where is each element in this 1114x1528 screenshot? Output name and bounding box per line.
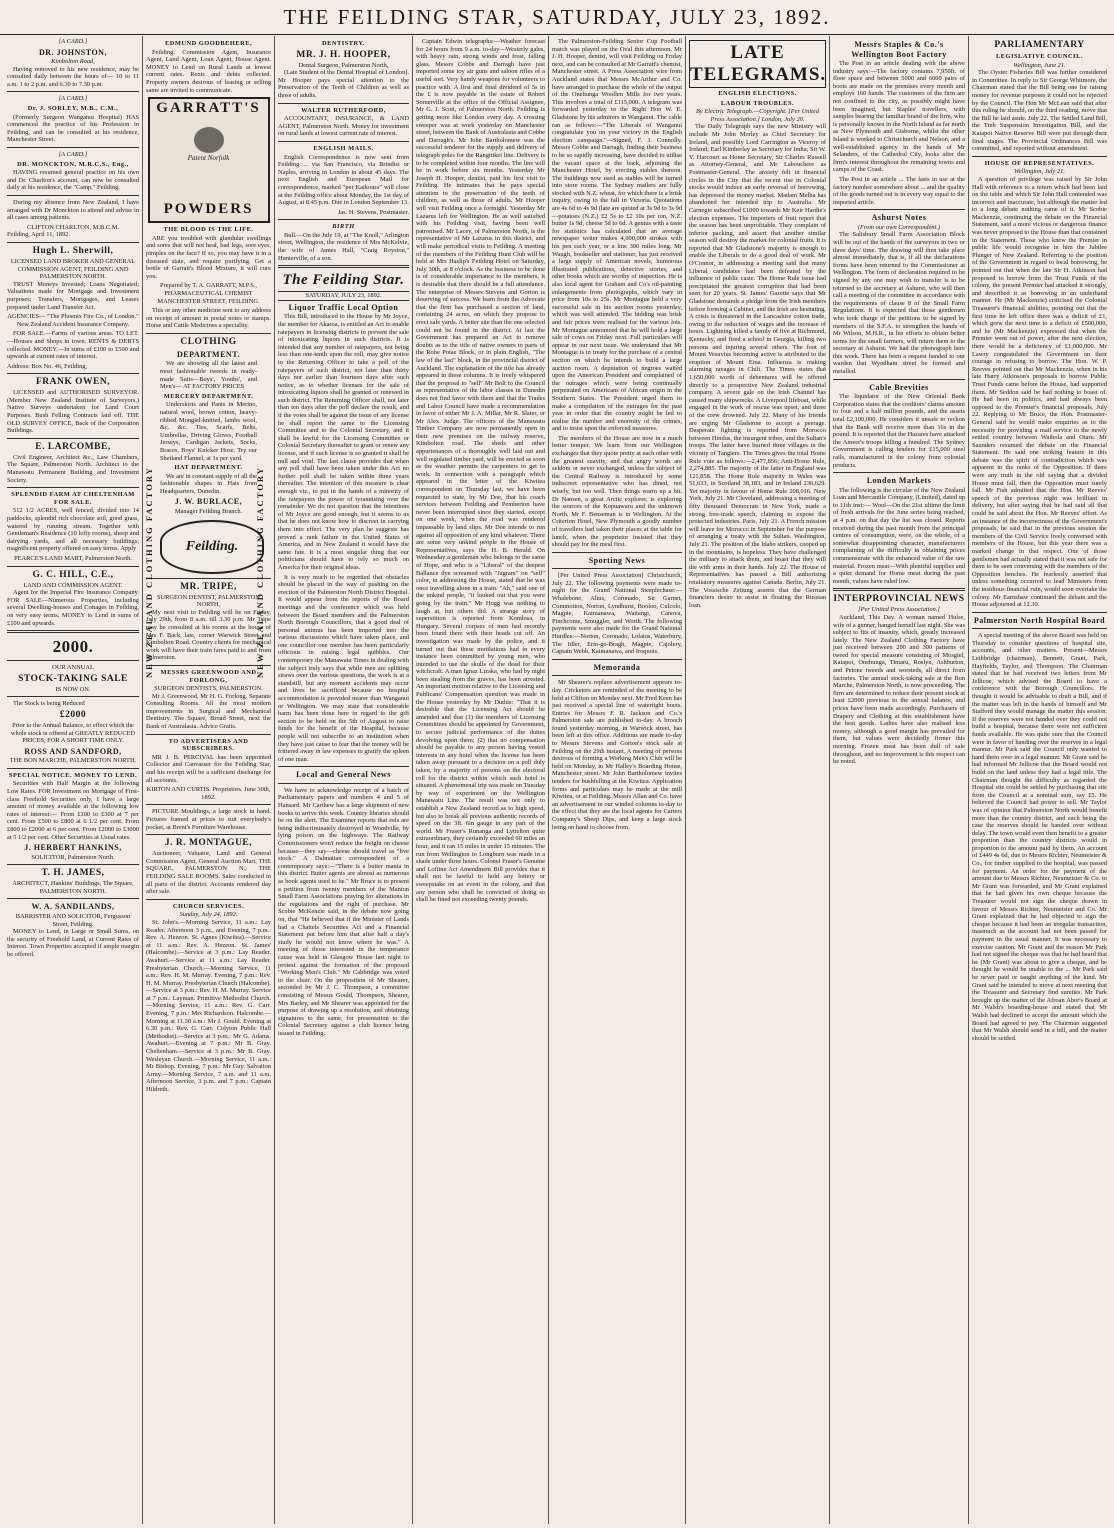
column-1 xyxy=(4,36,143,1524)
hosp-body: A special meeting of the above Board was held on Thursday to consider questions of hospital site, accounts, and other matters. Present—Messrs Lethbridge (chairman), Bennett, Grant, Park, Hayfields, Taylor, and Thompson. The Chairman stated that he had received two letters from Mr Jellicoe, which advised the Board to have a conference with the Borough Councillors. He thought it would be advisable to draft a Bill, and if the matter was left in the hands of himself and Mr Stafford they would manage the matter this session. If the reserves were not handed over they could not build a hospital, because there were not sufficient funds available. He was quite sure that the Council were in favor of handing over the reserves in a legal manner. Mr Park said the Council only wanted to hand them over in a legal manner. Mr Grant said he had informed Mr Jellicoe that the Board would not build on the land unless they had a legal title. The Chairman thought the difficulty as regarded the Hospital site could be settled by purchasing that site from the Council at a nominal sum, say £5. He believed the Council had power to sell. Mr Taylor was of opinion that Palmerston North would benefit more than the country district, and each being the case the reserves should be handed over without delay. The town would even then benefit to a greater proportion than the country districts would in proportion to the amount paid by them. An account of £449 4s 6d, due to Messrs Richter, Neumeister & Co., for timber supplied to the hospital, was passed for payment. An order for the payment of the amount due to Messrs Richter, Neumeister & Co. to Mr Grant was forwarded, and Mr Grant explained that he had given his own cheque because the Treasurer would not sign the cheque drawn in favour of Messrs Richter, Neumeister and Co. Mr Grant explained that he had objected to sign the cheque because it had been an irregular transaction, inasmuch as the account had not been passed for payment in the usual manner. It was necessary to exercise caution. Mr Grant and the reason Mr Park had not signed the cheque was that he had heard that he (Mr Grant) was about to give a cheque, and he thought he would be unable to the ... Mr Park said he never paid or taught anything of the kind. Mr Grant said he intended to move at next meeting that the Treasurer and Secretary find sureties. Mr Park brought up the matter of the Afroan Abor's Board at Mr Walsh's boarding-house and stated that Mr Walsh had declined to accept the amount which the Board had agreed to pay. The Chairman suggested that Mr Walsh should send in a bill, and the matter should be settled. xyxy=(972,632,1107,1042)
mss-body: The Post in an article dealing with the above industry says:—The factory contains 7,950ft. of floor space and between 5000 and 6000 pairs of boots are made on the premises every month and employs 160 hands. The customers of the firm are not confined to the city, as possibly might have been imagined, but Staples' travellers, with samples bearing the familiar brand of the firm, who is personally known in the North Island as far north as New Plymouth and Gisborne, whilst the other Island is worked to Christchurch and Nelson, and a well-established agency in the hands of Mr Selanders, of the Cathedral City, looks after the firm's interest throughout the remaining towns and camps of the Coast. xyxy=(833,60,965,174)
card-tag: [A CARD.] xyxy=(58,95,88,103)
ad-sub: SURGEON DENTIST, PALMERSTON NORTH, xyxy=(156,593,261,609)
ad-sub: Manager Feilding Branch. xyxy=(174,507,243,515)
parl-body: The Oyster Fisheries Bill was further considered in Committee. In reply to Sir George Whitmore, the Chairman stated that the Bill being one for raising money for revenue purposes it could not be rejected by the Council. The Hon Mr McLean said that after this ruling he should, on the third reading, move that the Bill be laid aside. July 22. The Settled Land Bill, the Treb Suspension Investigation Bill, and the Kaiapoi Native Reserve Bill were put through their final stages. The Provincial Ordinances Bill was committed, and reported without amendment. xyxy=(972,69,1107,153)
ad-body: We are showing all the latest and most fashionable tweeds in ready-made Suits—Boys', Youths', and Men's— AT FACTORY PRICES xyxy=(160,360,257,391)
ashurst-body: The Salisbury Small Farm Association Block will be out of the hands of the surveyors in two or three days' time. The drawing will then take place almost immediately, that is, if all the declarations forms have been returned to the Commissioner at Wellington. The form of declaration required to be signed by any one may wish to transfer is to be returned to the secretary at Ashurst, who will then call a meeting of the committee in accordance with the requirements of clause 8 of the Small Farm Regulations. It is expected that those gentlemen who took charge of the petitions to be signed by members of the S.F.A. to strengthen the hands of Mr Wilson, M.H.R., in his efforts to obtain better terms for the small farmers, will return them to the secretary at Ashurst. We had the phonograph here this week. There has been a request handed to our warden that Wyndham street be formed and metalled. xyxy=(833,231,965,376)
ad-title: DR. MONCKTON, M.R.C.S., Eng., xyxy=(17,160,129,168)
ad-body: AGENCIES— "The Phoenix Fire Co., of London." New Zealand Accident Insurance Company. xyxy=(7,313,139,328)
ad-body: Prior to the Annual Balance, to effect which the whole stock is offered at GREATLY REDUCED PRICES, FOR A SHORT TIME ONLY. xyxy=(10,721,136,745)
ad-body: Having removed to his new residence, may be consulted daily between the hours of— 10 to 11 a.m. 1 to 2 p.m. and 6.30 to 7.30 p.m. xyxy=(7,65,139,88)
ad-body: Mr J. Greenwood, Mr H. G. Forlong. Separate Consulting Rooms. All the most modern improvements in Surgical and Mechanical Dentistry. The Square, Broad Street, next the Bank of Australasia. Advice Gratis. xyxy=(146,692,271,731)
sport-title: Sporting News xyxy=(588,555,646,565)
ad-title: T. H. JAMES, xyxy=(41,868,105,879)
church-body: St. John's.—Morning Service, 11 a.m.: Lay Reader. Afternoon 3 p.m., and Evening, 7 p.m.: Rev. A. Hezeon. St. Agnes (Kiwitea).—Service at 11 a.m.: Rev. A. Hezeon. St. James' (Halcombe).—Service at 3 p.m.: Lay Reader. Awahuri.—Service at 11 a.m.: Lay Reader. Presbyterian Church.—Morning Service, 11 a.m.: Rev. H. M. Murray. Evening, 7 p.m.: Rev. H. M. Murray. Presbyterian Church (Halcombe).—Service at 3 p.m.: Rev. H. M. Murray. Service at 7 p.m.: Layman. Primitive Methodist Church.—Morning Service, 11 a.m.: Rev. G. Carr. Evening, 7 p.m.: Mrs Richardson. Halcombe.—Morning at 11.30 a.m.: Mr J. Gould. Evening at 6.30 p.m.: Rev. G. Carr. Colyton Public Hall (Methodist).—Service at 3 p.m.: Mr G. Adams. Awahuri.—Evening at 7 p.m.: Mr B. Gray. Cheltenham.—Service at 3 p.m.: Mr B. Gray. Wesleyan Church.—Morning Service, 11 a.m.: Mr Bishop. Evening, 7 p.m.: Mr Guy. Salvation Army.—Morning Service, 7 a.m. and 11 a.m. Afternoon Service, 3 p.m. and 7 p.m.: Captain Hildreth. xyxy=(146,918,271,1093)
inter-body: Auckland, This Day. A woman named Hulse, wife of a gunner, hanged herself last night. She was subject to fits of insanity, which, greatly increased lately. The New Zealand Clothing Factory have just received between 200 and 300 patterns of tweed for special measure consisting of Mosgiel, Kaiapoi, Onehunga, Timaru, Roslyn, Ashburton, and Petone tweeds and worsteds, all direct from factories. The annual stock-taking sale at the Bon Marche, Palmerston North, is now proceeding. The firm are determined to reduce their present stock at least £2000 previous to the annual balance, and prices have been made accordingly. Purchasers of Drapery and Clothing at this establishment have the best goods. Ladies have also realised less money, although a good margin has prevailed for them, but values were decidedly firmer this morning. Frozen meat has been dull of sale throughout, and no improvement is this respect can be noted. xyxy=(833,613,965,766)
columns xyxy=(4,36,1110,1526)
ad-sign: CLIFTON CHARLTON, M.B.C.M. xyxy=(26,223,120,231)
parl-title: PARLIAMENTARY xyxy=(994,40,1085,50)
ad-body: PICTURE Mouldings, a large stock in hand. Pictures framed at prices to suit everybody's pocket, at Brent's Furniture Warehouse. xyxy=(146,808,271,831)
paper-date: SATURDAY, JULY 23, 1892. xyxy=(278,291,409,301)
ad-amount: £2000 xyxy=(59,709,87,720)
ad-body: MONEY to Lend, in Large or Small Sums, on the security of Freehold Land, at Current Rates of Interest. Town Properties accepted if ample margin be offered. xyxy=(7,928,139,958)
ad-title: J. R. MONTAGUE, xyxy=(164,838,253,849)
vertical-label-left: NEW ZEALAND CLOTHING FACTORY xyxy=(144,465,154,678)
parl-date: Wellington, June 21. xyxy=(1013,61,1066,69)
ad-title: Hugh L. Sherwill, xyxy=(32,245,114,256)
column-7 xyxy=(830,36,969,1524)
ad-date: Feilding, April 11, 1892. xyxy=(7,231,70,239)
ad-body: Auctioneer, Valuator, Land and General Commission Agent, General Auction Mart, THE SQUARE, PALMERSTON N., THE FEILDING SALE ROOMS. Sales conducted in all parts of the district. Accounts rendered day after sale. xyxy=(146,850,271,896)
memo-body: Mr Shearer's replace advertisement appears to-day. Cricketers are reminded of the meeting to be held at Clifton on Monday next. Mr Fred Keen has just received a special line of watertight boots. Entries for Messrs F. R. Jackson and Co.'s Palmerston sale are published to-day. A brooch found yesterday morning, in Warwick street, has been left at this office. Additions are made to-day to Messrs Stevens and Gorton's stock sale at Feilding on the 29th instant. A meeting of persons desirous of forming a Working Men's Club will be held on Monday, in Mr Halley's Boarding House, Manchester street. Mr John Bartholomew invites tenders for bushfelling at the Kiwitea. Application forms and particulars may be made at the mill Kiwitea, or at Feilding. Messrs Allan and Co. have an advertisement in our winded columns to-day to the effect that they are the local agents for Carters Company's Sheep Dips, and keep a large stock being on hand to choose from. xyxy=(552,679,682,831)
ad-sign: KIRTON AND CURTIS. Proprietors. June 30th, 1892. xyxy=(146,786,271,801)
poster-top: GARRATT'S xyxy=(156,100,261,117)
ad-body: 512 1/2 ACRES, well fenced, divided into 14 paddocks, splendid rich chocolate soil, good grass, watered by running stream. Together with Gentleman's Residence (10 lofty rooms), sheep and dairying yards, and all necessary buildings; magnificent property offered on easy terms. Apply xyxy=(7,507,139,553)
labour-title: LABOUR TROUBLES. xyxy=(720,99,795,107)
ad-sub: THE BON MARCHE, PALMERSTON NORTH. xyxy=(9,757,137,765)
ad-body: TRUST Moneys Invested; Loans Negotiated; Valuations made for Mortgage and Investment purposes; Transfers, Mortgages, and Leases prepared under Land Transfer Act. xyxy=(7,280,139,311)
card-tag: [A CARD.] xyxy=(58,151,88,159)
paper-name: The Feilding Star. xyxy=(282,272,405,289)
big-number: 2000. xyxy=(52,637,94,657)
mail-sign: Jas. H. Stevens, Postmaster. xyxy=(337,208,409,216)
ad-sub: LAND AND COMMISSION AGENT. xyxy=(23,581,123,589)
ad-sub: Dental Surgeon, Palmerston North, xyxy=(298,61,389,69)
dept-title: CLOTHING xyxy=(180,336,237,347)
ad-body: MR J. B. PERCIVAL has been appointed Collector and Canvasser for the Feilding Star, and his receipt will be a sufficient discharge for all accounts. xyxy=(146,753,271,784)
ad-title: WALTER RUTHERFORD, xyxy=(301,106,386,114)
feilding-banner: Feilding. xyxy=(160,520,264,574)
vertical-label-right: NEW ZEALAND CLOTHING FACTORY xyxy=(255,465,265,678)
ad-body: Civil Engineer, Architect &c., Law Chambers, The Square, Palmerston North. Architect to the Manawatu Permanent Building and Investment Society. xyxy=(7,453,139,484)
inter-title: INTERPROVINCIAL NEWS xyxy=(833,594,965,605)
ad-sign: ROSS AND SANDFORD, xyxy=(24,746,122,756)
ad-body: ARE you troubled with glandular swellings and sores that will not heal, bad legs, sore eyes, pimples on the face? If so, you may have it in a diseased state, and require purifying. Get a bottle of Garratt's Blood Mixture, it will cure you. xyxy=(146,234,271,280)
house-date: Wellington, July 21. xyxy=(1014,168,1065,176)
poster-bottom: POWDERS xyxy=(163,200,254,217)
column-5 xyxy=(549,36,686,1524)
cable-title: Cable Brevities xyxy=(869,382,929,392)
hosp-title: Palmerston North Hospital Board xyxy=(973,615,1106,625)
lead-body: It is very much to be regretted that obstacles should be placed in the way of pushing on the erection of the Palmerston North District Hospital. It would appear from the reports of the Board meetings and the conference which was held between the Board members and the Palmerston North Borough Councillors, that a good deal of personal animus has been imported into the various discussions which have taken place, and one councillor one member has been particularly officious in raising legal quibbles. Our contemporary the Manawatu Times in dealing with the subject truly says that while men are splitting straws over the various questions, the work is at a standstill, but any moment accidents may occur and lives be sacrificed because no hospital accommodation is provided nearer than Wanganui or Wellington. We may state that considerable harm has been done here in regard to the gift section to be held on the 5th of August to raise funds for the benefit of the Hospital, because people will not subscribe to an institution when they have just cause to fear that the money will be frittered away in law expenses to gratify the spleen of one man. xyxy=(278,573,409,763)
birth-body: Bull.—On the July 19, at "The Knoll," Arlington street, Wellington, the residence of Mrs McKelvie, the wife of James Hall, "Craig Royston," Hunterville, of a son. xyxy=(278,231,409,262)
birth-title: BIRTH xyxy=(332,223,355,231)
lead-title: Liquor Traffic Local Option xyxy=(288,302,399,312)
telegrams-title: LATE TELEGRAMS. xyxy=(689,40,826,88)
column-2 xyxy=(143,36,275,1524)
dept-title: HAT DEPARTMENT. xyxy=(174,464,243,472)
ad-body: HAVING resumed general practice on his own and Dr. Charlton's account, can now be consulted daily at his residence, the "Camp," Feilding. xyxy=(7,169,139,192)
portrait-icon xyxy=(194,127,224,153)
column-4 xyxy=(413,36,549,1524)
ad-heading: DENTISTRY. xyxy=(321,40,366,47)
london-title: London Markets xyxy=(866,476,932,486)
ad-caption: THE BLOOD IS THE LIFE. xyxy=(163,226,254,234)
dept-title: DEPARTMENT. xyxy=(177,349,240,359)
ad-title: STOCK-TAKING SALE xyxy=(18,673,128,684)
card-tag: [A CARD.] xyxy=(58,38,88,45)
lead-body: This Bill, introduced to the House by Mr Joyce, the member for Akaroa, is entitled an Act to enable ratepayers in licensing districts to prevent the sale of intoxicating liquors in such districts. It is intended that any number of ratepayers, not being less than one-tenth upon the roll, may give notice to the Returning Officer to take a poll of the ratepayers of such district, not later than thirty days nor earlier than fourteen days after such notice, as to whether licenses for the sale of intoxicating liquors shall be granted or renewed in such district. The Returning Officer shall, not later than ten days after the poll declare the result, and if the votes shall be against the issue of any license he shall report the same to the Licensing Committee and to the Colonial Secretary, and it shall be lawful for the Licensing Committee or Colonial Secretary thereafter to grant or renew any license, and if such license is so granted it shall be null and void. The last clause provides that when any poll shall have been taken under this Act no further poll shall be taken within three years thereafter. The intention of this measure is clear enough viz., to put in the hands of a minority of the ratepayers the power of tyrannising over the remainder. We do not question that the intentions of Mr Joyce are good enough, but it seems to us that he does not know how to discreet in carrying them into effect. The very plan he suggests has proved a rank failure in the United States of America, and in New Zealand it would have the same fate. It is a most singular thing that our politicians should have to rely so much on America for their original ideas. xyxy=(278,313,409,571)
ad-title: SPLENDID FARM AT CHELTENHAM FOR SALE. xyxy=(11,491,135,506)
column-3 xyxy=(275,36,413,1524)
mail-title: ENGLISH MAILS. xyxy=(313,144,374,152)
poster-mid: Patent Norfolk xyxy=(187,154,230,163)
news-body: The Palmerston-Feilding Senior Cup Football match was played on the Oval this afternoon. Mr J. H. Hooper, dentist, will visit Feilding on Friday next, and can be consulted at Mr Garratt's chemist, Manchester street. A Press Association wire from Auckland states that Messrs McArthur and Co. have arranged to purchase the whole of the output of the Onehunga Woollen Mills for two years. This involves a total of £115,000. A telegram was forwarded yesterday to the Right Hon W. E. Gladstone by his admirers in Wanganui. The cable ran as follows:—"The Liberals of Wanganui congratulate you on your victory in the English election campaign."—Signed, F. J. Connolly. Messrs Cobbe and Darragh, finding their business to be so rapidly increasing, have decided to utilise the vacant space at the back, adjoining the Manchester Hotel, by erecting stables thereon. The buildings now used as stables will be turned into store rooms. The Sydney mailers are fully stocked with N.Z. wheat, for which there is a brisk inquiry, owing to the fall in Victoria. Quotations are 4s 6d to 4s 9d (late are quoted at 3s 9d to 3s 9d—potatoes (N.Z.) £2 5s to £2 10s per ton, N.Z. butter 1s 9d, cheese 5d to 6d. A genius with a taste for statistics has calculated that an average newspaper writer makes 4,000,000 strokes with his pen each year, or a line 300 miles long. Mr Waugh, bookseller and stationer, has just received a large supply of American novels, humorous illustrated publications, detective stories, and other books which are worthy of inspection. He is also local agent for Graham and Co's oil-painting enlargements from photographs, which vary in price from 10s to 25s. Mr Montague held a very successful sale in his auction rooms yesterday, which was well attended. The bidding was brisk and fair prices were realised for the various lots. Mr Montague announced that he will hold a large sale of cows on Friday next. Full particulars will appear in our next issue. We understand that Mr Montague is in treaty for the purchase of a central section on which he intends to build a large auction room. A deputation of negroes waited upon the American President and complained of the outrages which were being continually perpetrated on Americans of African origin in the Southern States. The President urged them to make a compilation of the outrages for the past year in order that the country might be led to realise the number and enormity of the crimes, and to insist upon the enforced measures. xyxy=(552,38,682,433)
house-title: HOUSE OF REPRESENTATIVES. xyxy=(984,159,1095,167)
church-title: CHURCH SERVICES. xyxy=(172,902,245,910)
mss-body: The Post in an article ... The lasts in use at the factory number somewhere about ... and the quality of the goods turned out is in every way equal to the imported article. xyxy=(833,175,965,206)
column-6 xyxy=(686,36,830,1524)
sport-body: [Per United Press Association] Christchurch, July 22. The following payments were made to-night for the Grand National Steeplechase:—Whalebone, Altus, Coronado, Sir Garnet, Commotion, Norton, Lyndhurst, Booloo, Culcolo, Magpie, Kaimanawa, Waitangi, Canova, Pinchcome, Smuggler, and Worth. The following payments were also made for the Grand National Hurdles:—Norton, Coronado, Lolaius, Waterbury, The Idler, Erin-go-Bragh, Magpie, Cajolery, Captain Webb, Kaimanawa, and Iroquois. xyxy=(552,572,682,656)
english-title: ENGLISH ELECTIONS. xyxy=(718,90,797,97)
ad-body: ARCHITECT, Hankins' Buildings, The Square, PALMERSTON NORTH. xyxy=(12,880,134,895)
local-body: We have to acknowledge receipt of a batch of Parliamentary papers and numbers 4 and 5 of Hansard. Mr Carthew has a large shipment of new books to arrive this week. Country libraries should be on the alert. The Examiner reports that eels are being indiscriminately destroyed in Woodville, by lying poison on the highways. The Railway Commissioners won't reduce the freight on cheese because—they say—cheese should travel as "live stock." A Dalmatian correspondent of a contemporary says:—"There is a butter mania in this district. Butter agents are almost as numerous as book agents used to be." Mr Bruce is to present a petition from twenty members of the Manton Small Farm Associations praying for alterations in the regulations and the right of purchase. Mr Scobie McKenzie said, in the debate now going on, that "He believed that if the Minister of Lands had a Chattels Securities Act and a Financial Statement put before him that after half a day's study he would not know where he was." A meeting of those interested in the temperance cause was held in Glasgow House last night to protest against the formation of the proposed "Working Men's Club." Mr Cabbridge was voted to the chair. On the proposition of Mr Shearer, seconded by Mr J. C. Thompson, a committee consisting of Messrs Gould, Thompson, Shearer, Mrs Barley, and Mr Shearer was appointed for the purpose of drawing up a resolution, and obtaining signatures to the same, for presentation to the Colonial Secretary against a club licence being issued in Feilding. xyxy=(278,786,409,1037)
ad-title: TO ADVERTISERS AND SUBSCRIBERS. xyxy=(168,737,249,753)
ad-body: FOR SALE.—Farms of various areas. TO LET.—Houses and Shops in town. RENTS & DEBTS collected. MONEY.—In sums of £100 to £500 and upwards at current rates of interest. xyxy=(7,330,139,361)
ad-title: SPECIAL NOTICE. MONEY TO LEND. xyxy=(8,771,138,779)
ad-title: EDMUND GOODBEHERE, xyxy=(164,40,253,47)
ad-title: MR. J. H. HOOPER, xyxy=(296,49,391,60)
ad-title: FRANK OWEN, xyxy=(35,377,111,388)
ad-sign: J. HERBERT HANKINS, xyxy=(24,843,122,853)
ad-title: E. LARCOMBE, xyxy=(35,441,111,452)
ad-body: During my absence from New Zealand, I have arranged with Dr Monckton to attend and advise in all cases among patients. xyxy=(7,199,139,222)
mail-body: English Correspondence is now sent from Feilding ... via San Francisco, via Brindisi or Naples, arriving in London in about 45 days. The next English and European Mail for correspondence, marked "per Kaikoura" will close at the Feilding office about Monday, the 1st day of August, at 8.45 p.m. Due in London September 13. xyxy=(278,153,409,207)
ashurst-title: Ashurst Notes xyxy=(871,213,927,223)
ad-sub: LICENSED LAND BROKER AND GENERAL COMMISSION AGENT, FEILDING AND PALMERSTON NORTH. xyxy=(10,257,136,281)
ad-address: Address: Box No. 46, Feilding, xyxy=(7,362,88,370)
london-body: The following is the circular of the New Zealand Loan and Mercantile Company, (Limited), dated up to 11th inst:— Wool—On the 21st ultimo the limit of fresh arrivals for the June series being reached, at 4 p.m. on that day the list was closed. Reports received during the past month from the principal centres of consumption, were, on the whole, of a somewhat disappointing character, manufacturers complaining of the difficulty in obtaining prices commensurate with the enhanced value of the raw material. Frozen meat—With plentiful supplies and a quiet demand for Home meat during the past month, values have ruled low. xyxy=(833,486,965,585)
ad-body: Underskirts and Pants in Merino, natural wool, brown cotton, heavy-ribbed Mongiel-knitted, lambs wool, &c. &c. Ties, Scarfs, Belts, Umbrellas, Driving Gloves, Football Jerseys, Cardigan Jackets, Socks, Braces, Boys' Knicker Hose. Try our Shetland Flannel, at 1s per yard. xyxy=(160,401,257,462)
tel-body: The Daily Telegraph says the new Ministry will include Mr John Morley as Chief Secretary for Ireland, and possibly Lord Carrington as Viceroy of Ireland; Earl Kimberley as Secretary for India; Sir W. V. Harcourt as Home Secretary, Sir Charles Russell as Attorney-General, and Mr Labouchere as Postmaster-General. The anxiety felt in financial circles in the City that the recent rise in Colonial stocks would induce an early reversal of borrowing, has depressed the money market. Madam Melba has abandoned her intended trip to Australia. Mr Carnegie subscribed £1000 towards Mr Keir Hardie's election expenses. The importers of fruit report that the season has been unprofitable. They complain of inferior packing, and assert that another similar season will destroy the market for colonial fruits. It is reported that Mr Gladstone's majority is enough to enable the Liberals to do a good deal of work. Mr O'Connor, in addressing a meeting said that many Liberal candidates had been defeated by the influence of public caste. The Home Rule issue had precipitated the greatest corruption that had been seen for 20 years. St. James' Gazette says that Mr Gladstone demands a pledge from the Irish members before forming a Cabinet, and the Irish are hesitating. A crisis is threatened in the Lancashire cotton trade, owing to the reduction of wages and the increase of hours. Lightning killed a family of five at Richmond, Kentucky, and fired a school in Georgia, killing two persons and injuring several others. The foot of Mount Vesuvius becoming active is attributed to the eruption of Mount Etna. Influenza is making alarming ravages in Chili. The Times states that 1,650,000 worth of debentures will be offered directly to a prospective New Zealand industrial company. A severe gale on the Irish Channel has caused many shipwrecks. A Liverpool lifeboat, while engaged in the work of rescue was upset, and three of the crew drowned. July 22. Many of his friends are urging Mr Gladstone to accept a peerage. Desperate fighting is reported from Morocco between Hindus, the insurgent tribes, and the Sultan's troops. The latter have burned three villages in the vicinity of Tangiers. The Times gives the total Home Rule vote as follows:—2,477,856; Anti-Home Rule, 2,274,885. The majority of the latter in England was 121,858. The Home Rule majority in Wales was 51,633, in Scotland 38,183, and in Ireland 236,629. Yet majority in favour of Home Rule 208,016. New York, July 21. Mr Cleveland, addressing a meeting of fifty thousand Democrats in New York, made a strong free-trade speech, claiming to expose the protected industries. Paris, July 21. A French mission will leave for Morocco in September for the purpose of arranging a treaty with the Sultan. Washington, July 21. The position of the Idaho strikers, cooped up in the mountains, is hopeless. They have challenged the military to attack them, and boast that they will die with arms in their hands. July 22. The House of Representatives has passed a Bill authorising retaliatory measures against Canada. Berlin, July 21. The Vossische Zeitung asserts that the German financiers desire to assist in floating the Russian loan. xyxy=(689,123,827,609)
leg-title: LEGISLATIVE COUNCIL. xyxy=(996,53,1083,60)
dept-title: MERCERY DEPARTMENT. xyxy=(163,392,254,400)
ad-body: My next visit to Feilding will be on Friday, July 29th, from 8 a.m. till 3.30 p.m. Mr Tripe may be consulted at his rooms at the house of Mrs F. Back, late, corner Warwick Street and Kimbolton Road. Country clients for mechanical work will have their train fares paid to and from Palmerston. xyxy=(146,608,271,662)
ad-sign: PEARCE'S LAND MART, Palmerston North. xyxy=(14,554,132,562)
local-title: Local and General News xyxy=(296,770,391,780)
garratts-powders-poster xyxy=(148,97,270,223)
ad-sub: IS NOW ON. xyxy=(55,685,91,693)
memo-title: Memoranda xyxy=(593,662,641,672)
ad-sub: BARRISTER AND SOLICITOR, Fergusson Street, Feilding. xyxy=(15,912,131,928)
mss-title: Messrs Staples & Co.'s Wellington Boot Factory xyxy=(851,40,947,59)
house-body: A question of privilege was raised by Sir John Hall with reference to a return which had been laid on the table and which Sir John Hall contended was incorrect and inaccurate, but although the matter led to a long debate nothing came of it. Mr Scobie Mackenzie, continuing the debate on the Financial Statement, said a more vicious or dangerous finance was never proposed to the House than that contained in the Statement. Those who knew the Premier in public life would recognise in him the Jubilee Plunger of New Zealand. Referring to the position of the Government in regard to local borrowing, he pointed out that when the late Sir H. Atkinson had proposed to borrow from the Trust Funds of the colony, the present Premier had attacked it strongly, and described it as borrowing in an underhand manner. He (Mr Mackenzie) criticised the Colonial Treasurer's financial abilities, pointing out that the first time he left office there was a deficit of £1, which grew the next time to a deficit of £500,000, and he (Mr Mackenzie) expressed that when the Premier went out of power, after the next election, there would be a deficiency of £1,000,000. Mr Lawry congratulated the Government on their courage in refusing to borrow. The Hon. W. P. Reeves pointed out that Mr Mackenzie, when in his late Harry Atkinson's proposals to borrow Public Trust Funds came before the House, had supported them. Mr Seddon said he had nothing to boast of. He had been in politics, and had always been opposed to the Premier's financial proposals. July 22. Replying to Mr Bruce, the Hon. Postmaster-General said he would make enquiries as to the necessity for providing a mail service to the newly settled country between Waihola and Otaru. Mr Saunders resumed the debate on the Financial Statement. He said one striking feature in this debate was the spirit of contradiction which was apparent in the ranks of the Opposition. If there were any truth in the old saying that a divided House must fall, then the Opposition must surely fall. Mr Fish admitted that the Hon. Mr Reeves' speech of the previous night was brilliant in delivery, but after saying that he had said all that could be said about the Hon. Mr Reeves' effort. As an instance of the incorrectness of the Government's proposals, he said that in the previous session the members of the Civil Service freely conversed with members of the House, but this year there was a marked change in that respect. One of those gentlemen had actually stated that it was not safe for them to be seen conversing with the members of the Opposition benches. He fearlessly asserted that unless something occurred to lead Ministers from the insidious financial ruin, would soon overtake the colony. Mr Earnshaw continued the debate and the House adjourned at 12.30. xyxy=(972,175,1107,609)
ad-body: ACCOUNTANT, INSURANCE, & LAND AGENT, Palmerston North. Money for investment on rural lands at lowest current rate of interest. xyxy=(278,115,409,138)
ad-sub: Kimbolton Road, xyxy=(51,58,95,66)
ad-body: LICENSED and AUTHORISED SURVEYOR. (Member New Zealand Institute of Surveyors.) Native Surveys undertaken for Land Court Purposes. Bush Felling Contracts laid off. THE OLD SURVEY OFFICE, Back of the Corporation Buildings. xyxy=(7,389,139,435)
ad-body: (Formerly Surgeon Wanganui Hospital) HAS commenced the practice of his Profession in Feilding, and can be consulted at his residence, Manchester Street. xyxy=(7,113,139,144)
ad-sub: SOLICITOR, Palmerston North. xyxy=(31,853,115,861)
ad-title: MESSRS GREENWOOD AND FORLONG, xyxy=(160,668,257,684)
ad-title: MR. TRIPE, xyxy=(180,581,237,592)
tel-intro: By Electric Telegraph.—Copyright. [Per United Press Association.] London, July 20. xyxy=(696,108,819,123)
ad-body: Feilding. Commission Agent, Insurance Agent, Land Agent, Loan Agent, House Agent. MONEY to Lend on Rural Lands at lowest current rates. Rents and debts collected. Property owners desirous of leasing or selling same are invited to communicate. xyxy=(146,48,271,94)
ad-sign: J. W. BURLACE, xyxy=(174,497,243,507)
ashurst-sub: (From our own Correspondent.) xyxy=(857,223,941,231)
ad-body: Securities with Half Margin at the following Low Rates. FOR Investment on Mortgage of First-class Freehold Securities only, I have a large amount of money available at the following low rates of interest:— From £100 to £300 at 7 per cent. From £500 to £800 at 6 1/2 per cent. From £800 to £2000 at 6 per cent. From £2000 to £3000 at 5 1/2 per cent. Other Securities at Usual rates. xyxy=(7,780,139,841)
inter-sub: [Per United Press Association.] xyxy=(858,606,940,614)
ad-body: Agent for the Imperial Fire Insurance Company. FOR SALE—Numerous Properties, including several Dwelling-houses and Cottages in Feilding, on very easy terms. MONEY to Lend in sums of £100 and upwards. xyxy=(7,589,139,627)
news-body: Captain Edwin telegraphs:—Weather forecast for 24 hours from 9 a.m. to-day—Westerly gales, with heavy rain, strong winds and frost, falling glass. Messrs Cobbe and Darragh have just imported some toy air guns and saloon rifles of a useful sort. Very handy weapons for volunteers to practice with. A first and final dividend of 5s in the £ is now payable in the estate of Robert Somerville at the office of the Official Assignee, Mr G. J. Scott, of Palmerston North. Feilding is getting more like London every day. A crossing sweeper was at work yesterday on Manchester street, between the Bank of Australasia and Cobbe and Darragh's. Mr John Bartholomew was the successful tenderer for the supply and delivery of telegraph poles for the Rangitikei line. Delivery is to be completed within four months. The line will be in work before six months. Yesterday Mr Joseph H. Hooper, dentist, paid his first visit to Feilding. He intimates that he pays special attention to the preservation of the teeth of children, as well as those of adults. Mr Hooper will visit Feilding once a fortnight. Yesterday Mr Lazarus left for Wellington. He as well satisfied with his Feilding visit, having been well patronised. Mr Lacey, of Palmerston North, is the representative of Mr Lazarus in this district, and will make periodical visits to Feilding. A meeting of the members of the Feilding Hunt Club will be held at Mrs Haslip's Feilding Hotel on Saturday, July 30th, at 8 o'clock. As the business to be done is of considerable importance to the members, it is desirable that there should be a full attendance. The enterprise of Messrs Stevens and Gorton is deserving of success. We learn from the Advocate that the firm has purchased a section of land, containing 24 acres, on which they propose to erect sale yards. A better site than the one selected could not be found in the district. At last the Government has prepared an Act to remove doubts as to the title of native owners to parts of the Rohe Potae Block, or in plain English, "The law of the last" block, in the provincial district of Auckland. The explanation of the title has already appeared in these columns. It is freely whispered that the proposal to "sell" Mr Bolt to the Council as representative of the labor classes in Dunedin does not find favor with them and that the Trades and Labor Council have made a recommendation in favor of either Mr J. A. Millar, Mr R. Slater, or Mr Alex. Judge. The officers of the Manawatu Timber Company are now permanently open in their new premises on the railway reserve, Kimbolton road. The sheds and other appurtenances of a thoroughly well laid out and well regulated timber yard, will be erected as soon as the weather permits the carpenters to get to work. In connection with a paragraph which appeared in the letter of the Kiwitea correspondent on Thursday last, we have been requested to state, by Mr Doe, that his coach services between Feilding and Pemberton have never been interrupted since they started, except on one week, when the road was rendered impassable by land slips. Mr Doe intends to run against all opposition of any kind whatever. There are some very unkind people in the House of Representatives, says the H. B. Herald. On Wednesday a gentleman who belongs to the same of Hope, and who is a "Liberal" of the deepest Ballance dye screamed with "Jagram" on "self" color, in addressing the House, stated that he was once travelling alone in a train. "Ah," said one of the unkind people, "it looked out that you were going by the train." Mr Hogg was nothing to laugh at, but others did. A strange story of superstition is reported from Komlosa, in Hungary. Several corpses of men had recently been found there with their heads cut off. An investigation was made by the police, and it turned out that these mutilations had in every instance been committed by young men, who intended to use the skulls of the dead for their witchcraft. A man Ignaz Lizaka, who had by night been stealing from the graves, has been arrested. An important motion relative to the Licensing and Publicans' Compensation question was made in the House yesterday by Mr Duthie: "That it is desirable that the Licensing Act should be amended and that (1) the members of Licensing Committees should be appointed by Government, to secure judicial performance of the duties devolving upon them; (2) that no compensation should be payable to any person having vested interests in any hotel when the license has been taken away pursuant to a decision on a poll duly taken, by a majority of persons on the electoral roll for the district within which such hotel is situated. A phenomenal trip was made on Tuesday by way of experiment on the Wellington Manawatu Line. The result was not only to establish a New Zealand record as to high speed, but also to break all previous authentic records of speed on the 3ft. 6in gauge in any part of the world. Mr Fraser's Runanga and Lyttelton quite extraordinary, they certainly exceeded 60 miles an hour, and it ran 15 miles in under 15 minutes. The run from Wellington to Longburn was made in a shade under three hours. Colonel Fraser's Genuine and Loftine Act Amendment Bill provides that it shall not be lawful to hold any lottery or sweepstake on an event in the colony, and that any person who shall be convicted of doing so shall be fined not exceeding twenty pounds. xyxy=(416,38,546,904)
ad-sub: SURGEON DENTISTS, PALMERSTON. xyxy=(154,685,263,693)
news-body: The members of the House are now in a much better temper. We learn from our Wellington exchanges that they quote pretty at each other with the greatest suavity, and that angry words are seldom or never exchanged, unless the subject of the Central Railway is introduced by some indiscreet representative who has dined, not wisely, but too well. Then things warm up a bit. Dr Nansen, a great Arctic explorer, is exploring the sources of the Kopuawaru and the unknown North. Mr F. Benseman is in Wellington. At the Criterion Hotel, New Plymouth a goodly number of travellers had taken their places at the table for lunch, when the proprietor insisted that they should pay for the meal first. xyxy=(552,434,682,549)
ad-title: DR. JOHNSTON, xyxy=(39,47,107,57)
ad-body: We are in constant supply of all the fashionable shapes in Hats from Headquarters, Dunedin. xyxy=(160,472,257,495)
ad-body: (Late Student of the Dental Hospital of London). Mr Hooper pays special attention to the Preservation of the Teeth of Children as well as those of adults. xyxy=(278,69,409,99)
ad-title: G. C. HILL, C.E., xyxy=(32,569,114,580)
ad-title: W. A. SANDILANDS, xyxy=(31,902,115,912)
ad-body: The Stock is being Reduced xyxy=(13,700,85,708)
church-date: Sunday, July 24, 1892. xyxy=(179,911,238,919)
masthead: THE FEILDING STAR, SATURDAY, JULY 23, 1892. xyxy=(0,0,1114,35)
ad-sub: OUR ANNUAL xyxy=(52,664,94,672)
column-8 xyxy=(969,36,1110,1524)
ad-sign: Prepared by T. A. GARRATT, M.P.S., PHARMACEUTICAL CHEMIST MANCHESTER STREET, FEILDING. xyxy=(157,282,260,305)
ad-body: This or any other medicine sent to any address on receipt of amount in postal notes or stamps. Horse and Cattle Medicines a speciality. xyxy=(146,307,271,330)
ad-title: Dr. J. SORLEY, M.B., C.M., xyxy=(27,105,119,113)
cable-body: The liquidator of the New Oriental Bank Corporation states that the creditors' claims amount to four and a half million pounds, and the assets total £2,100,000. He considers it unsafe to reckon that the Bank will receive more than 16s in the pound. It is reported that the Hazares have attacked the Ameer's troops killing a hundred. The Sydney Government is calling tenders for £15,000 steel rails, manufactured in the colony from colonial products. xyxy=(833,393,965,469)
